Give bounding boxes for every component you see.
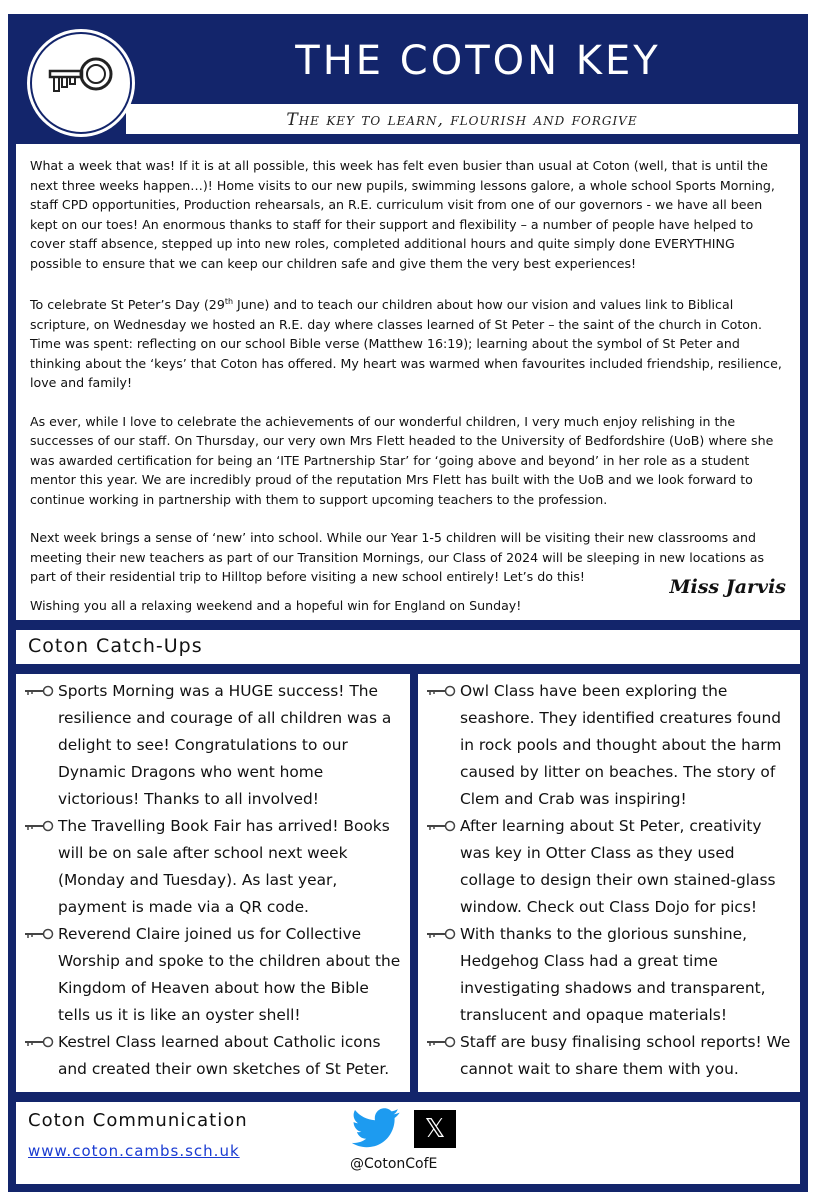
key-bullet-icon [426,678,460,702]
footer [16,1102,800,1184]
letter-text: June) and to teach our children about how our vision and values link to Biblical scripture, on Wednesday we hosted an R.E. day where classes learned of St Peter – the saint of the church in Coton. Time was spent: reflecting on our school Bible verse (Matthew 16:19); learning about the symbol of St Peter and thinking about the ‘keys’ that Coton has offered. My heart was warmed when favourites included friendship, resilience, love and family! [30,297,782,391]
headteacher-letter [16,144,800,620]
footer-title: Coton Communication [28,1110,248,1131]
key-bullet-icon [426,921,460,945]
catchup-text: The Travelling Book Fair has arrived! Books will be on sale after school next week (Monday and Tuesday). As last year, payment is made via a QR code. [58,817,390,916]
catchups-left-column [16,674,410,1092]
key-bullet-icon [24,921,58,945]
catchup-text: Sports Morning was a HUGE success! The resilience and courage of all children was a delight to see! Congratulations to our Dynamic Dragons who went home victorious! Thanks to all involved! [58,682,392,808]
newsletter-title: THE COTON KEY [295,38,661,84]
letter-paragraph: What a week that was! If it is at all possible, this week has felt even busier than usual at Coton (well, that is until the next three weeks happen…)! Home visits to our new pupils, swimming lessons galore, a whole school Sports Morning, staff CPD opportunities, Production rehearsals, an R.E. curriculum visit from one of our governors - we have all been kept on our toes! An enormous thanks to staff for their support and flexibility – a number of people have helped to cover staff absence, stepped up into new roles, completed additional hours and quite simply done EVERYTHING possible to ensure that we can keep our children safe and give them the very best experiences! [30,158,775,271]
social-handle: @CotonCofE [350,1156,438,1172]
key-bullet-icon [24,678,58,702]
key-bullet-icon [24,1029,58,1053]
letter-paragraph: Next week brings a sense of ‘new’ into school. While our Year 1-5 children will be visiting their new classrooms and meeting their new teachers as part of our Transition Mornings, our Class of 2024 will be sleeping in new locations as part of their residential trip to Hilltop before visiting a new school entirely! Let’s do this! [30,530,765,585]
list-item [426,678,792,813]
school-logo [30,32,132,134]
catchup-text: After learning about St Peter, creativity was key in Otter Class as they used collage to design their own stained-glass window. Check out Class Dojo for pics! [460,817,776,916]
list-item [426,813,792,921]
tagline: The key to learn, flourish and forgive [286,110,638,130]
list-item [426,1029,792,1083]
catchup-text: Kestrel Class learned about Catholic icons and created their own sketches of St Peter. [58,1033,390,1078]
twitter-bird-icon[interactable] [352,1108,400,1153]
key-bullet-icon [426,1029,460,1053]
letter-superscript: th [224,297,234,306]
key-bullet-icon [24,813,58,837]
list-item [24,678,402,813]
list-item [24,1029,402,1083]
list-item [24,921,402,1029]
list-item [24,813,402,921]
tagline-banner [126,104,798,134]
catchup-text: Owl Class have been exploring the seashore. They identified creatures found in rock pools and thought about the harm caused by litter on beaches. The story of Clem and Crab was inspiring! [460,682,782,808]
letter-closing: Wishing you all a relaxing weekend and a hopeful win for England on Sunday! [30,598,522,613]
catchups-right-column [418,674,800,1092]
letter-text: To celebrate St Peter’s Day (29 [30,297,225,313]
catchup-text: Reverend Claire joined us for Collective Worship and spoke to the children about the Kingdom of Heaven about how the Bible tells us it is like an oyster shell! [58,925,401,1024]
letter-paragraph: As ever, while I love to celebrate the achievements of our wonderful children, I very much enjoy relishing in the successes of our staff. On Thursday, our very own Mrs Flett headed to the University of Bedfordshire (UoB) where she was awarded certification for being an ‘ITE Partnership Star’ for ‘going above and beyond’ in her role as a student mentor this year. We are incredibly proud of the reputation Mrs Flett has built with the UoB and we look forward to continue working in partnership with them to support upcoming teachers to the profession. [30,413,774,507]
newsletter-page [8,14,808,1192]
catchup-text: With thanks to the glorious sunshine, Hedgehog Class had a great time investigating shadows and transparent, translucent and opaque materials! [460,925,766,1024]
x-logo-icon[interactable]: 𝕏 [414,1110,456,1148]
catchups-heading: Coton Catch-Ups [16,630,800,664]
website-link[interactable]: www.coton.cambs.sch.uk [28,1142,240,1160]
catchup-text: Staff are busy finalising school reports! We cannot wait to share them with you. [460,1033,791,1078]
list-item [426,921,792,1029]
key-bullet-icon [426,813,460,837]
signature: Miss Jarvis [669,576,786,598]
key-logo-icon [46,52,118,112]
letter-paragraph [30,292,786,393]
